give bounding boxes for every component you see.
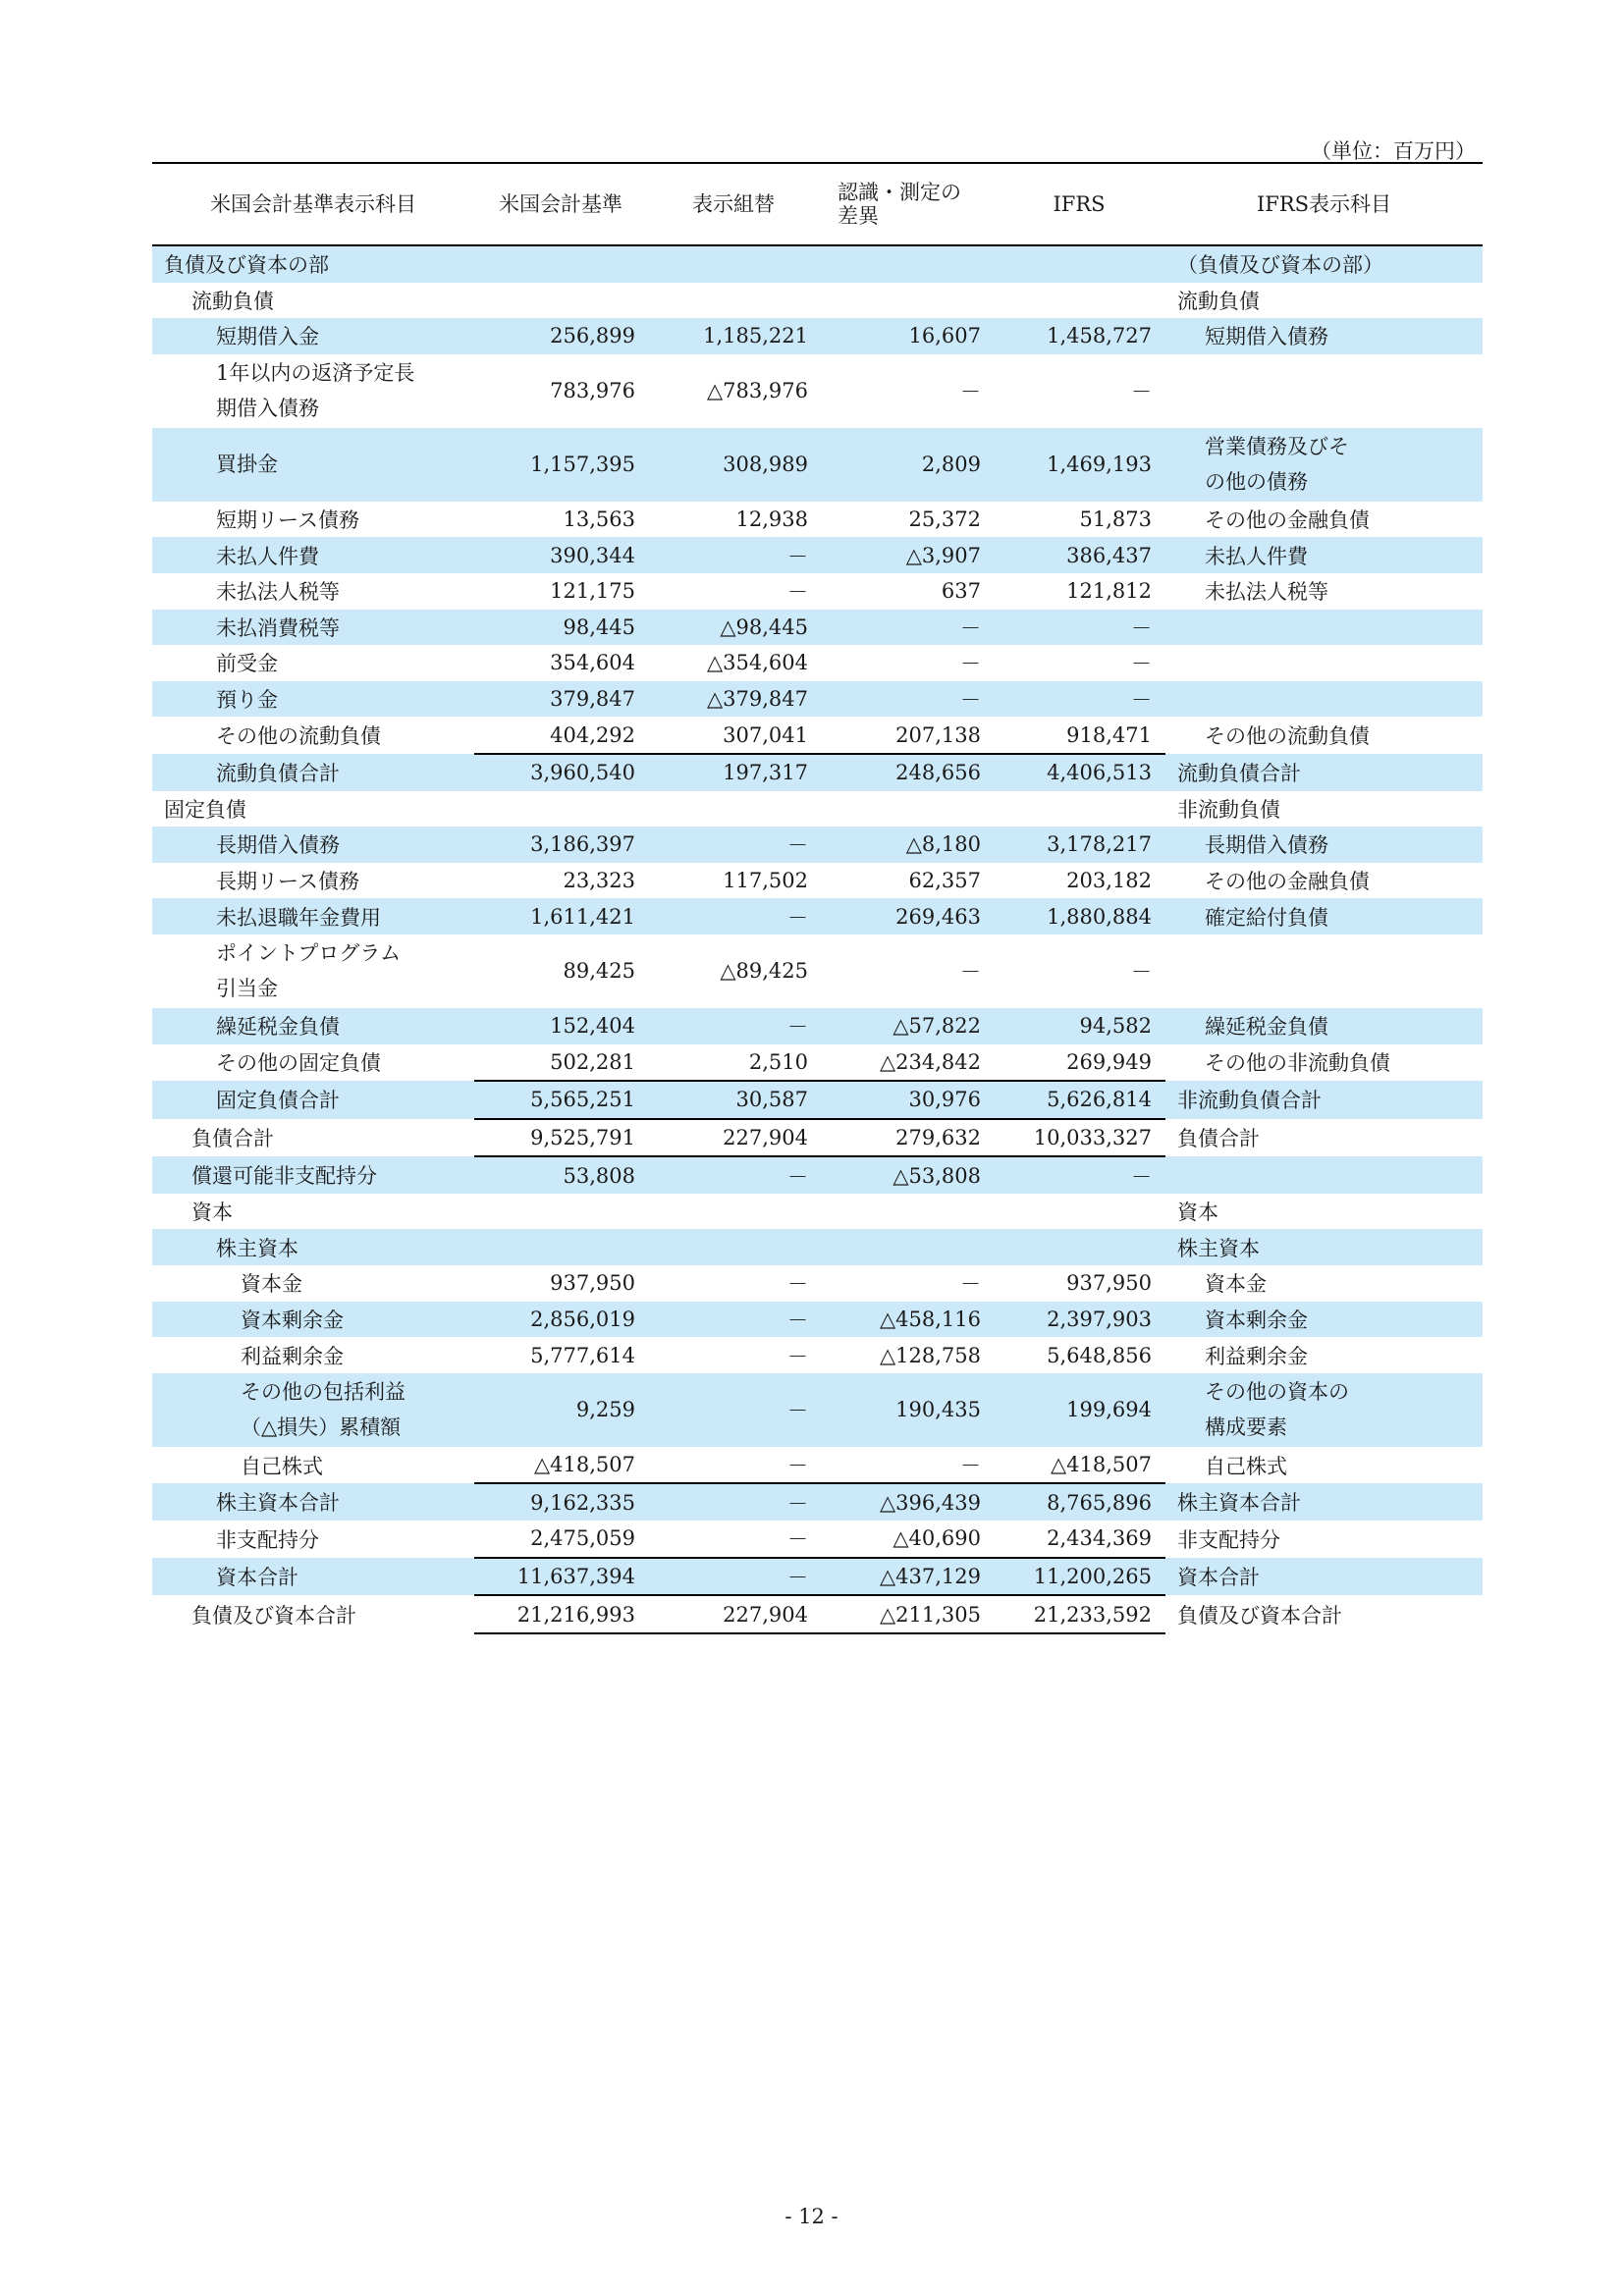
ifrs-value	[993, 283, 1165, 319]
ifrs-item-label: 資本金	[1205, 1272, 1267, 1297]
usgaap-item-label: 未払退職年金費用	[152, 898, 474, 934]
table-body	[152, 245, 1483, 1633]
ifrs-item-label: 営業債務及びその他の債務	[1165, 428, 1483, 502]
recognition-diff-value: －	[960, 652, 981, 676]
table-row	[152, 863, 1483, 899]
ifrs-item-label: 負債合計	[1177, 1126, 1260, 1150]
recognition-diff-value: 207,138	[895, 722, 981, 747]
usgaap-value: 256,899	[474, 318, 647, 354]
recognition-diff-value: 637	[941, 579, 981, 604]
usgaap-item-label: 株主資本合計	[152, 1483, 474, 1521]
usgaap-value: 53,808	[474, 1156, 647, 1194]
reclassification-value: 30,587	[647, 1081, 820, 1119]
usgaap-item-label: 非支配持分	[216, 1527, 319, 1552]
usgaap-item-label: 負債及び資本合計	[191, 1603, 356, 1628]
usgaap-item-label: その他の流動負債	[216, 724, 381, 749]
ifrs-value: 1,880,884	[993, 898, 1165, 934]
usgaap-item-label: 短期借入金	[152, 318, 474, 354]
table-row	[152, 1081, 1483, 1119]
ifrs-item-label: その他の流動負債	[1205, 724, 1370, 749]
usgaap-item-label: 利益剰余金	[241, 1344, 344, 1368]
usgaap-item-label: 固定負債	[164, 797, 246, 822]
table-row	[152, 537, 1483, 573]
recognition-diff-value	[820, 283, 993, 319]
table-row	[152, 827, 1483, 863]
usgaap-item-label: 長期リース債務	[216, 870, 359, 894]
header-ifrs: IFRS	[993, 163, 1165, 245]
header-usgaap: 米国会計基準	[474, 163, 647, 245]
usgaap-item-label: 預り金	[152, 681, 474, 718]
reclassification-value: －	[647, 537, 820, 573]
ifrs-item-label: 自己株式	[1205, 1454, 1287, 1478]
ifrs-value: 11,200,265	[993, 1558, 1165, 1596]
ifrs-value: 4,406,513	[993, 754, 1165, 791]
ifrs-value: －	[1131, 652, 1152, 676]
recognition-diff-value: △57,822	[820, 1008, 993, 1044]
ifrs-value: △418,507	[1051, 1453, 1152, 1477]
reclassification-value: △783,976	[707, 379, 808, 403]
usgaap-value: 3,960,540	[474, 754, 647, 791]
ifrs-item-label: 負債及び資本合計	[1177, 1603, 1342, 1628]
recognition-diff-value: △437,129	[820, 1558, 993, 1596]
table-row	[152, 681, 1483, 718]
table-row	[152, 1008, 1483, 1044]
ifrs-item-label: 長期借入債務	[1165, 827, 1483, 863]
reclassification-value: 227,904	[647, 1119, 820, 1157]
ifrs-item-label: 資本剰余金	[1165, 1302, 1483, 1338]
recognition-diff-value: 30,976	[820, 1081, 993, 1119]
ifrs-value: 203,182	[1066, 869, 1152, 893]
usgaap-item-label: 1年以内の返済予定長期借入債務	[216, 361, 415, 421]
ifrs-item-label: （負債及び資本の部）	[1165, 245, 1483, 283]
ifrs-item-label: 資本合計	[1165, 1558, 1483, 1596]
reclassification-value	[647, 283, 820, 319]
reclassification-value: －	[647, 898, 820, 934]
reclassification-value	[647, 791, 820, 828]
recognition-diff-value: △40,690	[893, 1526, 981, 1551]
ifrs-value: 2,434,369	[1047, 1526, 1152, 1551]
reclassification-value: －	[647, 827, 820, 863]
recognition-diff-value: 2,809	[820, 428, 993, 502]
usgaap-value: 2,856,019	[474, 1302, 647, 1338]
recognition-diff-value: 248,656	[820, 754, 993, 791]
ifrs-item-label: その他の非流動負債	[1205, 1051, 1390, 1076]
ifrs-item-label: 株主資本	[1165, 1229, 1483, 1265]
reclassification-value: －	[647, 1008, 820, 1044]
ifrs-item-label: 流動負債	[1177, 289, 1260, 313]
ifrs-value	[993, 245, 1165, 283]
reclassification-value: －	[787, 1454, 808, 1478]
usgaap-value: 9,525,791	[474, 1119, 647, 1157]
usgaap-item-label: 繰延税金負債	[152, 1008, 474, 1044]
table-row	[152, 1229, 1483, 1265]
reclassification-value: 12,938	[735, 507, 808, 532]
ifrs-item-label	[1165, 645, 1483, 681]
usgaap-value: △418,507	[534, 1453, 635, 1477]
recognition-diff-value: 25,372	[908, 507, 981, 532]
reclassification-value: 307,041	[723, 722, 808, 747]
table-row	[152, 1483, 1483, 1521]
reclassification-value: 308,989	[647, 428, 820, 502]
ifrs-item-label	[1165, 681, 1483, 718]
usgaap-item-label: 自己株式	[241, 1454, 323, 1478]
ifrs-item-label: その他の資本の構成要素	[1165, 1373, 1483, 1447]
reclassification-value: △379,847	[647, 681, 820, 718]
ifrs-value: －	[993, 610, 1165, 646]
usgaap-item-label: 流動負債	[191, 289, 274, 313]
recognition-diff-value: 269,463	[820, 898, 993, 934]
reclassification-value: △98,445	[647, 610, 820, 646]
table-row	[152, 1337, 1483, 1373]
recognition-diff-value: 62,357	[908, 869, 981, 893]
usgaap-item-label: その他の包括利益（△損失）累積額	[152, 1373, 474, 1447]
ifrs-value: 8,765,896	[993, 1483, 1165, 1521]
usgaap-value: 11,637,394	[474, 1558, 647, 1596]
usgaap-value: 152,404	[474, 1008, 647, 1044]
usgaap-item-label: 短期リース債務	[216, 508, 359, 533]
recognition-diff-value: △8,180	[820, 827, 993, 863]
recognition-diff-value: △211,305	[820, 1595, 993, 1633]
recognition-diff-value	[820, 1194, 993, 1230]
recognition-diff-value: 190,435	[820, 1373, 993, 1447]
unit-note: （単位：百万円）	[1311, 139, 1476, 163]
table-row	[152, 791, 1483, 828]
ifrs-value: 2,397,903	[993, 1302, 1165, 1338]
ifrs-value: 21,233,592	[993, 1595, 1165, 1633]
ifrs-item-label: 利益剰余金	[1205, 1344, 1308, 1368]
usgaap-value: 2,475,059	[530, 1526, 635, 1551]
table-row	[152, 1302, 1483, 1338]
page-number: - 12 -	[784, 2205, 839, 2228]
table-row	[152, 283, 1483, 319]
ifrs-value: 1,469,193	[993, 428, 1165, 502]
usgaap-value: 390,344	[474, 537, 647, 573]
table-row	[152, 610, 1483, 646]
header-usgaap-item: 米国会計基準表示科目	[152, 163, 474, 245]
usgaap-item-label: 固定負債合計	[152, 1081, 474, 1119]
usgaap-item-label: 長期借入債務	[152, 827, 474, 863]
ifrs-value	[993, 791, 1165, 828]
table-row	[152, 717, 1483, 754]
usgaap-item-label: 資本	[191, 1201, 233, 1225]
ifrs-value: －	[993, 681, 1165, 718]
reclassification-value: △89,425	[720, 959, 808, 984]
usgaap-value: 379,847	[474, 681, 647, 718]
table-row	[152, 1595, 1483, 1633]
recognition-diff-value: △128,758	[880, 1343, 981, 1367]
usgaap-value: 5,565,251	[474, 1081, 647, 1119]
ifrs-value	[993, 1194, 1165, 1230]
reclassification-value: 2,510	[748, 1049, 808, 1074]
table-row	[152, 645, 1483, 681]
usgaap-item-label: その他の固定負債	[216, 1051, 381, 1076]
reclassification-value: 227,904	[647, 1595, 820, 1633]
usgaap-value	[474, 1194, 647, 1230]
ifrs-value: 94,582	[993, 1008, 1165, 1044]
ifrs-value: 1,458,727	[993, 318, 1165, 354]
reclassification-value	[647, 245, 820, 283]
table-row	[152, 1119, 1483, 1157]
usgaap-value: 1,157,395	[474, 428, 647, 502]
ifrs-item-label: 株主資本合計	[1165, 1483, 1483, 1521]
usgaap-value: 404,292	[550, 722, 635, 747]
ifrs-item-label	[1165, 610, 1483, 646]
recognition-diff-value: －	[960, 960, 981, 985]
usgaap-item-label: 資本合計	[152, 1558, 474, 1596]
table-row	[152, 1373, 1483, 1447]
reconciliation-table	[152, 162, 1483, 1634]
table-row	[152, 573, 1483, 610]
ifrs-item-label: 非流動負債合計	[1165, 1081, 1483, 1119]
usgaap-value	[474, 245, 647, 283]
usgaap-item-label: 未払人件費	[152, 537, 474, 573]
ifrs-value: 3,178,217	[993, 827, 1165, 863]
usgaap-item-label: 償還可能非支配持分	[152, 1156, 474, 1194]
table-row	[152, 318, 1483, 354]
ifrs-item-label: 繰延税金負債	[1165, 1008, 1483, 1044]
table-row	[152, 1044, 1483, 1082]
usgaap-value: 937,950	[550, 1271, 635, 1296]
table-row	[152, 898, 1483, 934]
ifrs-value: －	[1131, 380, 1152, 404]
ifrs-value: －	[993, 1156, 1165, 1194]
table-row	[152, 1447, 1483, 1484]
reclassification-value	[647, 1229, 820, 1265]
recognition-diff-value: △53,808	[820, 1156, 993, 1194]
reclassification-value	[647, 1194, 820, 1230]
usgaap-item-label: 流動負債合計	[152, 754, 474, 791]
reclassification-value: －	[787, 580, 808, 605]
recognition-diff-value: －	[960, 1454, 981, 1478]
ifrs-item-label: 非支配持分	[1177, 1527, 1280, 1552]
usgaap-value: 98,445	[474, 610, 647, 646]
ifrs-item-label	[1165, 354, 1483, 428]
usgaap-value: 502,281	[550, 1049, 635, 1074]
reclassification-value: 117,502	[723, 869, 808, 893]
ifrs-item-label: その他の金融負債	[1205, 508, 1370, 533]
recognition-diff-value: －	[820, 681, 993, 718]
reclassification-value: －	[647, 1558, 820, 1596]
usgaap-item-label: 資本金	[241, 1272, 302, 1297]
table-row	[152, 428, 1483, 502]
recognition-diff-value	[820, 791, 993, 828]
usgaap-item-label: 株主資本	[152, 1229, 474, 1265]
header-recognition-diff: 認識・測定の 差異	[820, 163, 993, 245]
ifrs-value: 10,033,327	[993, 1119, 1165, 1157]
reclassification-value: －	[647, 1483, 820, 1521]
reclassification-value: －	[787, 1344, 808, 1368]
reclassification-value: －	[647, 1302, 820, 1338]
usgaap-item-label: ポイントプログラム引当金	[216, 941, 402, 1001]
ifrs-item-label: 未払人件費	[1165, 537, 1483, 573]
recognition-diff-value: △458,116	[820, 1302, 993, 1338]
usgaap-value: 89,425	[563, 959, 635, 984]
table-row	[152, 934, 1483, 1008]
usgaap-item-label: 前受金	[216, 652, 278, 676]
usgaap-item-label: 負債及び資本の部	[152, 245, 474, 283]
recognition-diff-value: △396,439	[820, 1483, 993, 1521]
recognition-diff-value: －	[960, 1272, 981, 1297]
usgaap-value: 121,175	[550, 579, 635, 604]
table-row	[152, 1521, 1483, 1558]
ifrs-value: 199,694	[993, 1373, 1165, 1447]
usgaap-value: 9,259	[474, 1373, 647, 1447]
ifrs-item-label: 流動負債合計	[1165, 754, 1483, 791]
table-row	[152, 1156, 1483, 1194]
reclassification-value: 197,317	[647, 754, 820, 791]
recognition-diff-value: 279,632	[820, 1119, 993, 1157]
reclassification-value: △354,604	[707, 651, 808, 675]
usgaap-value: 9,162,335	[474, 1483, 647, 1521]
usgaap-item-label: 資本剰余金	[152, 1302, 474, 1338]
table-row	[152, 1558, 1483, 1596]
usgaap-value: 13,563	[563, 507, 635, 532]
usgaap-value	[474, 791, 647, 828]
recognition-diff-value: 16,607	[820, 318, 993, 354]
ifrs-value: 51,873	[1079, 507, 1152, 532]
ifrs-item-label	[1165, 934, 1483, 1008]
ifrs-value: 5,648,856	[1047, 1343, 1152, 1367]
usgaap-value: 783,976	[550, 379, 635, 403]
table-row	[152, 502, 1483, 538]
usgaap-value: 23,323	[563, 869, 635, 893]
header-ifrs-item: IFRS表示科目	[1165, 163, 1483, 245]
ifrs-value: 5,626,814	[993, 1081, 1165, 1119]
recognition-diff-value: △234,842	[880, 1049, 981, 1074]
table-header	[152, 163, 1483, 245]
ifrs-item-label: その他の金融負債	[1205, 870, 1370, 894]
table-row	[152, 1265, 1483, 1302]
ifrs-value	[993, 1229, 1165, 1265]
usgaap-value	[474, 1229, 647, 1265]
ifrs-item-label: 資本	[1177, 1201, 1218, 1225]
table-row	[152, 754, 1483, 791]
header-reclassification: 表示組替	[647, 163, 820, 245]
ifrs-item-label	[1165, 1156, 1483, 1194]
usgaap-item-label: 未払消費税等	[152, 610, 474, 646]
usgaap-value	[474, 283, 647, 319]
ifrs-value: 269,949	[1066, 1049, 1152, 1074]
ifrs-item-label: 短期借入債務	[1165, 318, 1483, 354]
usgaap-item-label: 買掛金	[152, 428, 474, 502]
recognition-diff-value: －	[820, 610, 993, 646]
table-row	[152, 354, 1483, 428]
ifrs-item-label: 未払法人税等	[1205, 580, 1328, 605]
recognition-diff-value: －	[960, 380, 981, 404]
usgaap-item-label: 未払法人税等	[216, 580, 340, 605]
table-row	[152, 245, 1483, 283]
reclassification-value: －	[787, 1527, 808, 1552]
table-row	[152, 1194, 1483, 1230]
recognition-diff-value: △3,907	[820, 537, 993, 573]
reclassification-value: －	[787, 1272, 808, 1297]
ifrs-value: 386,437	[993, 537, 1165, 573]
reclassification-value: 1,185,221	[647, 318, 820, 354]
ifrs-value: 937,950	[1066, 1271, 1152, 1296]
usgaap-item-label: 負債合計	[191, 1126, 274, 1150]
usgaap-value: 3,186,397	[474, 827, 647, 863]
ifrs-item-label: 非流動負債	[1177, 797, 1280, 822]
ifrs-value: －	[1131, 960, 1152, 985]
reclassification-value: －	[647, 1156, 820, 1194]
usgaap-value: 1,611,421	[474, 898, 647, 934]
usgaap-value: 354,604	[550, 651, 635, 675]
recognition-diff-value	[820, 1229, 993, 1265]
ifrs-value: 918,471	[1066, 722, 1152, 747]
usgaap-value: 5,777,614	[530, 1343, 635, 1367]
usgaap-value: 21,216,993	[474, 1595, 647, 1633]
recognition-diff-value	[820, 245, 993, 283]
ifrs-value: 121,812	[1066, 579, 1152, 604]
reclassification-value: －	[647, 1373, 820, 1447]
ifrs-item-label: 確定給付負債	[1165, 898, 1483, 934]
